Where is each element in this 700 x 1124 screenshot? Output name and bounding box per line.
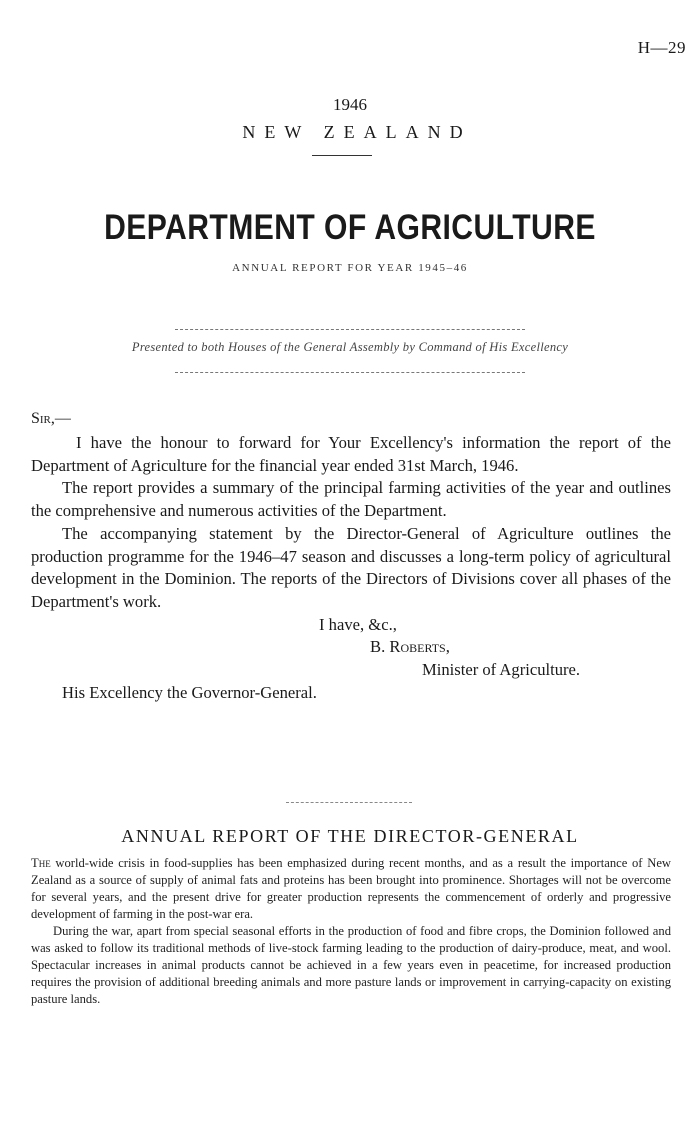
report-paragraph-1-text: world-wide crisis in food-supplies has been emphasized during recent months, and as a result the importance of New Zealand as a source of supply of animal fats and proteins has been brought into prominence. Shortages will not be overcome for several years, and the present drive for greater production represents the commencement of orderly and progressive development of farming in the post-war era. xyxy=(31,856,671,921)
report-paragraph-1 xyxy=(31,855,671,923)
letter-signature-line xyxy=(31,636,671,659)
publication-year: 1946 xyxy=(333,95,367,114)
report-paragraph-2: During the war, apart from special seasonal efforts in the production of food and fibre crops, the Dominion followed and was asked to follow its traditional methods of live-stock farming leading to the production of dairy-produce, meat, and wool. Spectacular increases in animal products cannot be achieved in a few years even in peacetime, for increased production requires the provision of additional breeding animals and more pasture lands or improvement in carrying-capacity on existing pasture lands. xyxy=(31,924,671,1006)
section-divider xyxy=(286,802,412,803)
country-heading: NEW ZEALAND xyxy=(242,122,472,142)
report-heading: ANNUAL REPORT OF THE DIRECTOR-GENERAL xyxy=(121,826,579,846)
signatory-title: Minister of Agriculture. xyxy=(422,660,581,679)
cover-letter xyxy=(31,408,671,704)
report-paragraph-1-lead: The xyxy=(31,856,51,870)
letter-closing-line xyxy=(31,614,671,637)
letter-signature xyxy=(370,636,450,659)
letter-paragraph-2: The report provides a summary of the principal farming activities of the year and outlines the comprehensive and numerous activities of the Department. xyxy=(31,478,671,521)
letter-closing: I have, &c., xyxy=(319,614,397,634)
page-reference: H—29 xyxy=(637,38,686,57)
presentation-note: Presented to both Houses of the General Assembly by Command of His Excellency xyxy=(131,340,569,354)
signatory-initial: B. xyxy=(370,637,386,657)
short-divider xyxy=(312,155,372,156)
letter-paragraph-1: I have the honour to forward for Your Excellency's information the report of the Department of Agriculture for the financial year ended 31st March, 1946. xyxy=(31,433,671,475)
signatory-name: Roberts, xyxy=(389,637,450,657)
department-title: DEPARTMENT OF AGRICULTURE xyxy=(104,208,596,247)
dashed-divider-bottom xyxy=(175,372,525,373)
letter-paragraph-3: The accompanying statement by the Director-General of Agriculture outlines the production programme for the 1946–47 season and discusses a long-term policy of agricultural development in the Dominion. The reports of the Directors of Divisions cover all phases of the Department's work. xyxy=(31,523,671,611)
dashed-divider-top xyxy=(175,329,525,330)
report-body xyxy=(31,855,671,1008)
letter-salutation: Sir,— xyxy=(31,410,71,427)
letter-title-line xyxy=(31,659,671,682)
letter-addressee: His Excellency the Governor-General. xyxy=(62,682,317,702)
report-subtitle: ANNUAL REPORT FOR YEAR 1945–46 xyxy=(232,262,468,274)
